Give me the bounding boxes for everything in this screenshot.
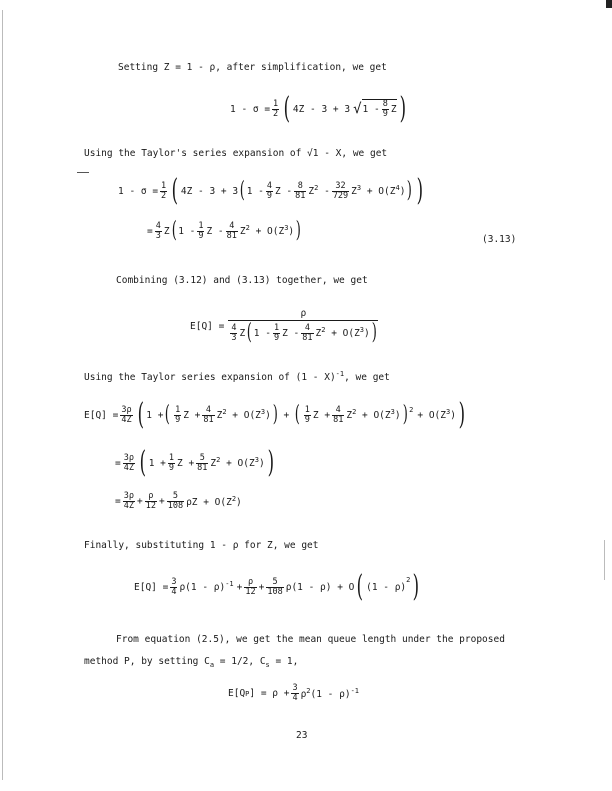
equation-9: E[Q P ] = ρ + $\frac{3}{4}$ $\rho^2(1 - \rho)^{-1}$ xyxy=(228,683,359,703)
paren-open: ( xyxy=(283,91,291,126)
equation-1 xyxy=(230,91,408,126)
equation-7: = $\frac{3\rho}{4Z}$ + $\frac{\rho}{12}$ + $\frac{5}{108}$ $\rho Z + O(Z^2)$ xyxy=(115,491,242,511)
margin-arrow-mark xyxy=(77,172,89,173)
using-taylor-line: Using the Taylor series expansion of (1 - X)$^{-1}$, we get xyxy=(84,370,390,384)
equation-3: = $\frac{4}{3}$ Z ( 1 - $\frac{1}{9}$ Z - $\frac{4}{81}$ $Z^2 + O(Z^3)$ ) xyxy=(147,218,302,243)
equation-5: E[Q] = $\frac{3\rho}{4Z}$ ( 1 + ( $\frac{1}{9}$ Z + $\frac{4}{81}$ $Z^2 + O(Z^3)$ ) + ( $\frac{1}{9}$ Z + $\frac{4}{81}$ $Z^2 + O(Z^3)$ ) $^2$ + $O(Z^3)$ ) xyxy=(84,397,466,432)
method-line: method P, by setting $C_a = 1/2$, $C_s = 1$, xyxy=(84,656,299,669)
from-equation-line: From equation (2.5), we get the mean queue length under the proposed xyxy=(116,634,505,645)
left-edge-line xyxy=(2,10,3,780)
equation-6: = $\frac{3\rho}{4Z}$ ( 1 + $\frac{1}{9}$ Z + $\frac{5}{81}$ $Z^2 + O(Z^3)$ ) xyxy=(115,445,274,480)
taylor-line: Using the Taylor's series expansion of √1 - X, we get xyxy=(84,148,388,159)
equation-2: 1 - σ = $\frac{1}{2}$ ( 4Z - 3 + 3 ( 1 - $\frac{4}{9}$ Z - $\frac{8}{81}$ $Z^2$ - $\frac{32}{729}$ $Z^3 + O(Z^4)$ ) ) xyxy=(118,173,424,208)
setting-line: Setting Z = 1 - ρ, after simplification, we get xyxy=(118,62,387,73)
frac-half: $\frac{1}{2}$ xyxy=(273,98,279,119)
equation-8: E[Q] = $\frac{3}{4}$ ρ(1 - ρ)$^{-1}$ + $\frac{\rho}{12}$ + $\frac{5}{108}$ ρ(1 - ρ) + O ( (1 - ρ) $^2$ ) xyxy=(134,569,420,604)
sqrt-content: 1 - $\frac{8}{9}$ Z xyxy=(362,99,397,119)
right-edge-mark xyxy=(606,0,612,8)
equation-number-3-13: (3.13) xyxy=(482,234,517,245)
sqrt-sign: √ xyxy=(353,101,362,117)
eq1-body: 4Z - 3 + 3 xyxy=(292,103,351,115)
finally-line: Finally, substituting 1 - ρ for Z, we get xyxy=(84,540,319,551)
right-margin-mark xyxy=(604,540,605,580)
paren-close: ) xyxy=(399,91,406,126)
combining-line: Combining (3.12) and (3.13) together, we get xyxy=(116,275,368,286)
page-number: 23 xyxy=(296,730,308,741)
eq1-lhs: 1 - σ = xyxy=(230,103,271,115)
equation-4: E[Q] = ρ $\frac{4}{3}$ Z ( 1 - $\frac{1}{9}$ Z - $\frac{4}{81}$ $Z^2 + O(Z^3)$ ) xyxy=(190,308,377,345)
